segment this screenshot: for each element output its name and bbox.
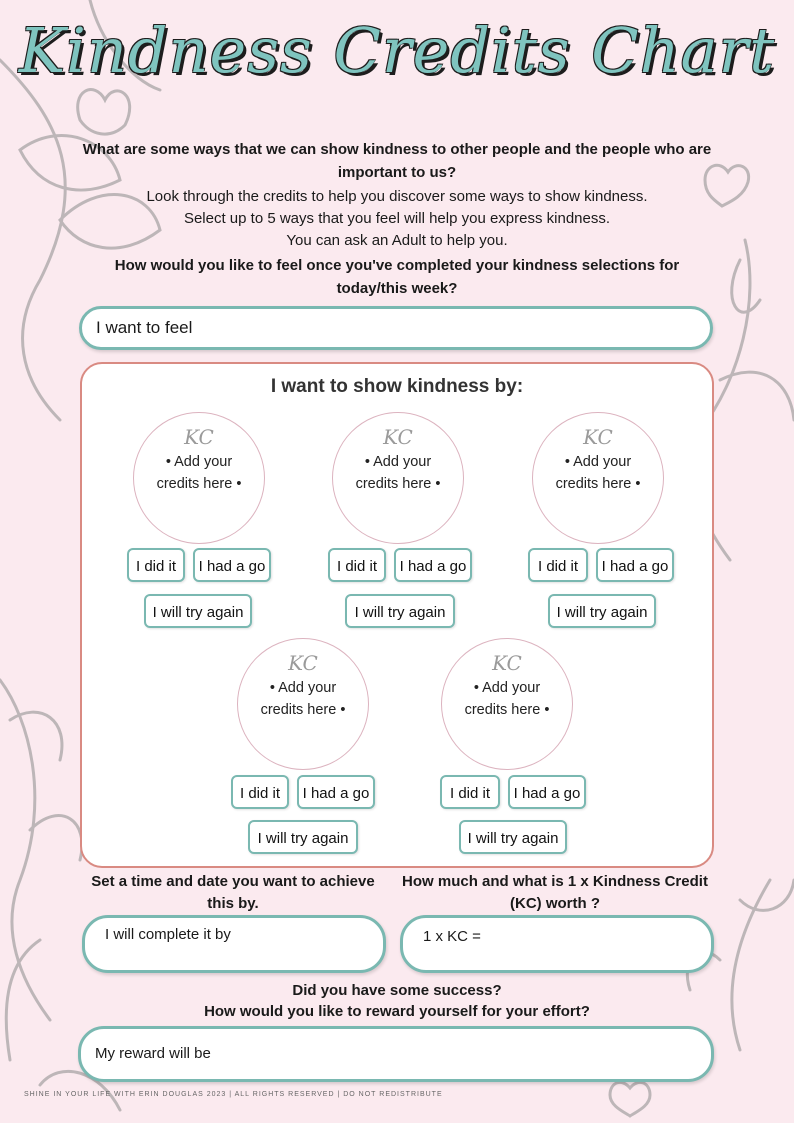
- credit-circle-5[interactable]: [441, 638, 573, 770]
- credit-circle-2[interactable]: [332, 412, 464, 544]
- credit-circle-3[interactable]: [532, 412, 664, 544]
- reward-label: My reward will be: [95, 1045, 211, 1062]
- footer-copyright: SHINE IN YOUR LIFE WITH ERIN DOUGLAS 2023 | ALL RIGHTS RESERVED | DO NOT REDISTRIBUTE: [24, 1091, 443, 1098]
- i-did-it-button-4[interactable]: I did it: [231, 775, 289, 809]
- feel-question: How would you like to feel once you've completed your kindness selections for today/this week?: [114, 257, 680, 297]
- i-had-a-go-button-2[interactable]: I had a go: [394, 548, 472, 582]
- i-had-a-go-button-1[interactable]: I had a go: [193, 548, 271, 582]
- i-had-a-go-button-5[interactable]: I had a go: [508, 775, 586, 809]
- reward-input-field[interactable]: [78, 1026, 714, 1082]
- worth-question: How much and what is 1 x Kindness Credit (KC) worth ?: [402, 873, 708, 912]
- kc-worth-input-field[interactable]: [400, 915, 714, 973]
- feel-input-field[interactable]: [79, 306, 713, 350]
- try-again-button-5[interactable]: I will try again: [459, 820, 567, 854]
- time-question: Set a time and date you want to achieve this by.: [91, 873, 375, 912]
- complete-by-label: I will complete it by: [105, 926, 231, 943]
- i-did-it-button-2[interactable]: I did it: [328, 548, 386, 582]
- feel-field-label: I want to feel: [96, 318, 193, 337]
- kc-worth-label: 1 x KC =: [423, 928, 481, 945]
- try-again-button-1[interactable]: I will try again: [144, 594, 252, 628]
- credit-placeholder: • Add your credits here •: [260, 680, 346, 718]
- kc-logo-icon: KC: [583, 425, 613, 449]
- i-did-it-button-3[interactable]: I did it: [528, 548, 588, 582]
- credit-placeholder: • Add your credits here •: [555, 454, 641, 492]
- i-had-a-go-button-3[interactable]: I had a go: [596, 548, 674, 582]
- success-question: Did you have some success?: [292, 982, 502, 999]
- kc-logo-icon: KC: [184, 425, 214, 449]
- credit-placeholder: • Add your credits here •: [355, 454, 441, 492]
- kindness-box: [80, 362, 714, 868]
- try-again-button-2[interactable]: I will try again: [345, 594, 455, 628]
- credit-placeholder: • Add your credits here •: [464, 680, 550, 718]
- i-had-a-go-button-4[interactable]: I had a go: [297, 775, 375, 809]
- credit-circle-1[interactable]: [133, 412, 265, 544]
- try-again-button-4[interactable]: I will try again: [248, 820, 358, 854]
- try-again-button-3[interactable]: I will try again: [548, 594, 656, 628]
- intro-question: What are some ways that we can show kindness to other people and the people who are important to us?: [82, 141, 712, 181]
- credit-placeholder: • Add your credits here •: [156, 454, 242, 492]
- kc-logo-icon: KC: [492, 651, 522, 675]
- kindness-box-heading: I want to show kindness by:: [270, 376, 524, 397]
- kc-logo-icon: KC: [383, 425, 413, 449]
- intro-line-1: Look through the credits to help you discover some ways to show kindness.: [146, 188, 648, 205]
- intro-line-2: Select up to 5 ways that you feel will help you express kindness.: [183, 210, 611, 227]
- credit-circle-4[interactable]: [237, 638, 369, 770]
- kc-logo-icon: KC: [288, 651, 318, 675]
- intro-line-3: You can ask an Adult to help you.: [286, 232, 508, 249]
- reward-question: How would you like to reward yourself for your effort?: [204, 1003, 590, 1020]
- page-title: Kindness Credits Chart: [18, 14, 776, 87]
- complete-by-input-field[interactable]: [82, 915, 386, 973]
- i-did-it-button-1[interactable]: I did it: [127, 548, 185, 582]
- i-did-it-button-5[interactable]: I did it: [440, 775, 500, 809]
